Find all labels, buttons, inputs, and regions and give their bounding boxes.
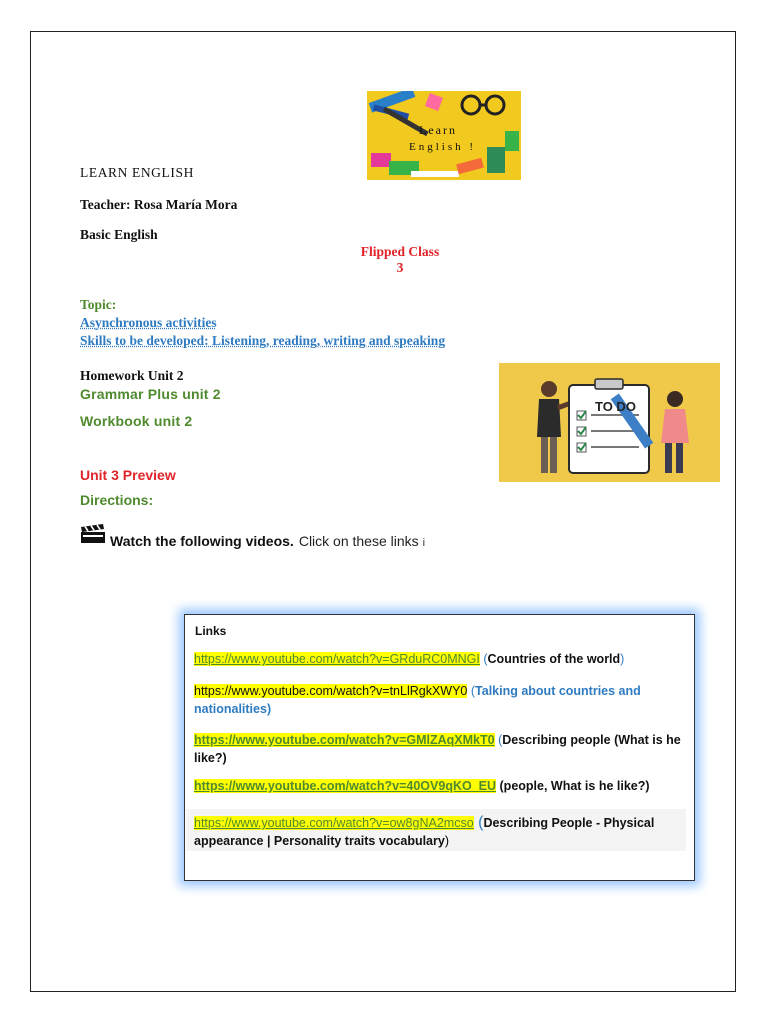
- link-close-paren: ): [266, 702, 272, 716]
- clapperboard-icon: [80, 524, 106, 549]
- link-open-paren: (: [494, 733, 503, 747]
- link-row-people-what-like: [194, 777, 684, 795]
- link-close-paren: ): [444, 834, 450, 848]
- link-countries-of-the-world[interactable]: https://www.youtube.com/watch?v=GRduRC0MNGI: [194, 652, 480, 666]
- teacher-name: Teacher: Rosa María Mora: [80, 197, 238, 212]
- flipped-class-line2: 3: [396, 260, 404, 275]
- topic-line-asynchronous: Asynchronous activities: [80, 315, 217, 330]
- link-desc-people-what-like: (people, What is he like?): [499, 779, 650, 793]
- link-row-nationalities: [194, 682, 684, 718]
- document-title: LEARN ENGLISH: [80, 165, 194, 180]
- todo-image: [499, 363, 720, 482]
- flipped-class-heading: [340, 244, 460, 276]
- link-desc-countries: Countries of the world: [487, 652, 621, 666]
- header-image-text-line1: Learn: [419, 123, 457, 137]
- homework-label: Homework Unit 2: [80, 368, 184, 383]
- unit-3-preview-heading: Unit 3 Preview: [80, 467, 176, 483]
- link-open-paren: (: [479, 652, 488, 666]
- link-open-paren: (: [467, 684, 476, 698]
- link-physical-appearance[interactable]: https://www.youtube.com/watch?v=ow8gNA2mcso: [194, 816, 474, 830]
- flipped-class-line1: Flipped Class: [360, 244, 440, 259]
- watch-instruction: [80, 524, 425, 549]
- header-image-text-line2: English !: [409, 141, 477, 153]
- link-desc-describing-people: Describing people (What is he like?): [194, 733, 681, 765]
- topic-line-skills: Skills to be developed: Listening, reading, writing and speaking: [80, 333, 446, 348]
- link-row-countries: [194, 650, 684, 668]
- links-header: Links: [195, 624, 227, 638]
- watch-videos-text: Watch the following videos.: [110, 533, 294, 549]
- directions-label: Directions:: [80, 492, 154, 508]
- course-level: Basic English: [80, 227, 158, 242]
- link-talking-countries-nationalities[interactable]: https://www.youtube.com/watch?v=tnLlRgkXWY0: [194, 684, 468, 698]
- info-cursor-icon: i: [422, 537, 426, 549]
- homework-item-grammar: Grammar Plus unit 2: [80, 386, 221, 402]
- links-box: [184, 614, 695, 881]
- topic-label: Topic:: [80, 297, 117, 312]
- link-desc-physical-appearance: Describing People - Physical appearance | Personality traits vocabulary: [194, 816, 655, 848]
- click-links-text: Click on these links: [298, 533, 419, 549]
- link-people-what-is-he-like[interactable]: https://www.youtube.com/watch?v=40OV9qKO_EU: [194, 779, 497, 793]
- link-describing-people[interactable]: https://www.youtube.com/watch?v=GMlZAqXMkT0: [194, 733, 495, 747]
- todo-image-text: TO DO: [595, 399, 636, 414]
- todo-clipboard-icon: [499, 363, 720, 482]
- homework-item-workbook: Workbook unit 2: [80, 413, 193, 429]
- link-row-physical-appearance: [194, 814, 684, 850]
- link-row-describing-people: [194, 731, 684, 767]
- link-close-paren: ): [620, 652, 625, 666]
- link-open-paren: (: [473, 814, 484, 831]
- learn-english-image: [367, 91, 521, 180]
- link-desc-nationalities: Talking about countries and nationalities: [194, 684, 641, 716]
